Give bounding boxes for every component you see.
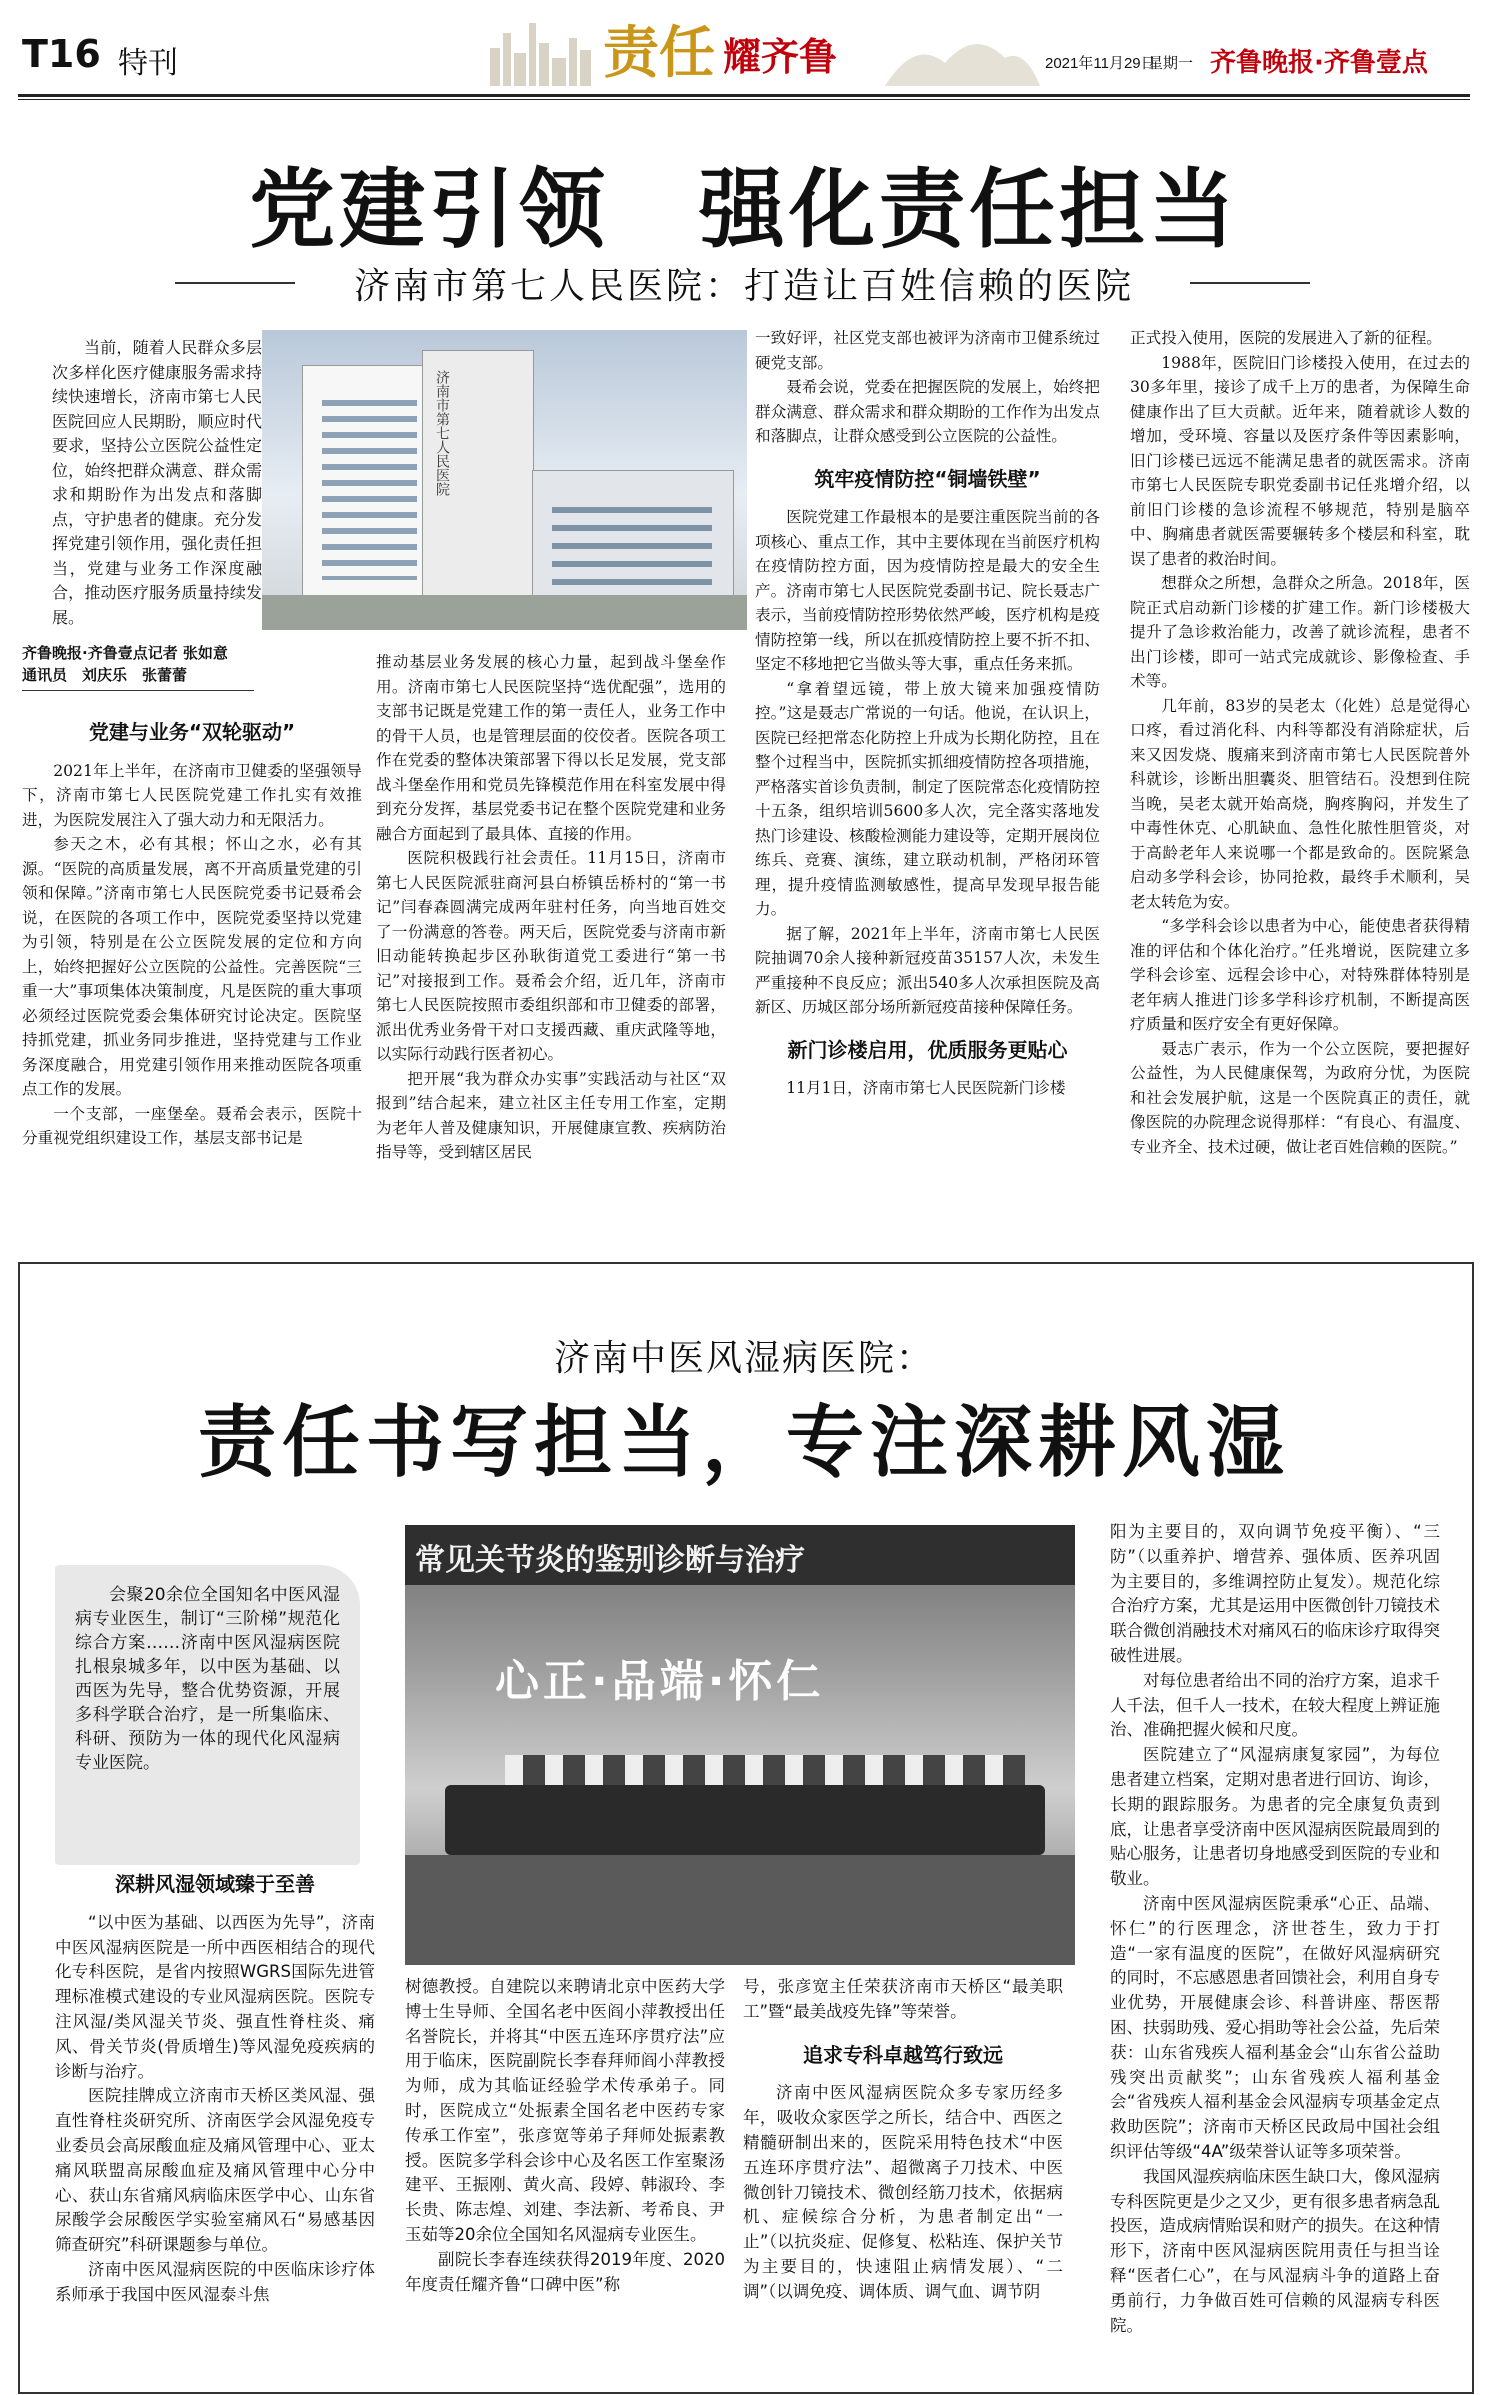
paragraph: “拿着望远镜，带上放大镜来加强疫情防控。”这是聂志广常说的一句话。他说，在认识上，医院已经把常态化防控上升成为长期化防控，且在整个过程当中，医院抓实抓细疫情防控各项措施，严格落实首诊负责制，制定了医院常态化疫情防控十五条，组织培训5600多人次，完全落实落地发热门诊建设、核酸检测能力建设等，定期开展岗位练兵、竞赛、演练，建立联动机制，严格闭环管理，提升疫情监测敏感性，提高早发现早报告能力。 — [755, 679, 1100, 918]
paragraph: 医院党建工作最根本的是要注重医院当前的各项核心、重点工作，其中主要体现在当前医疗机构在疫情防控方面，因为疫情防控是最大的安全生产。济南市第七人民医院党委副书记、院长聂志广表示，当前疫情防控形势依然严峻，医疗机构是疫情防控第一线，所以在抓疫情防控上要不折不扣、坚定不移地把它当做头等大事，重点任务来抓。 — [755, 508, 1100, 673]
byline-rule — [22, 690, 254, 691]
section-heading-3: 新门诊楼启用，优质服务更贴心 — [787, 1037, 1068, 1062]
paragraph: 一致好评，社区党支部也被评为济南市卫健系统过硬党支部。 — [755, 329, 1100, 372]
newspaper-brand: 齐鲁晚报·齐鲁壹点 — [1210, 48, 1428, 78]
photo-wall-slogan: 心正·品端·怀仁 — [495, 1656, 825, 1707]
article1-column-1 — [22, 702, 362, 1151]
paragraph: 把开展“我为群众办实事”实践活动与社区“双报到”结合起来，建立社区主任专用工作室，定期为老年人普及健康知识，开展健康宣教、疾病防治指导等，受到辖区居民 — [376, 1069, 726, 1161]
article1-subtitle: 济南市第七人民医院：打造让百姓信赖的医院 — [353, 266, 1134, 307]
article1-intro: 当前，随着人民群众多层次多样化医疗健康服务需求持续快速增长，济南市第七人民医院回应人民期盼，顺应时代要求，坚持公立医院公益性定位，始终把群众满意、群众需求和期盼作为出发点和落脚点，守护患者的健康。充分发挥党建引领作用，强化责任担当，党建与业务工作深度融合，推动医疗服务质量持续发展。 — [52, 338, 262, 627]
paragraph: 11月1日，济南市第七人民医院新门诊楼 — [786, 1079, 1066, 1097]
paragraph: 副院长李春连续获得2019年度、2020年度责任耀齐鲁“口碑中医”称 — [405, 2249, 725, 2294]
paragraph: 聂希会说，党委在把握医院的发展上，始终把群众满意、群众需求和群众期盼的工作作为出发点和落脚点，让群众感受到公立医院的公益性。 — [755, 378, 1100, 445]
article2-column-1 — [55, 1872, 375, 2308]
article1-headline: 党建引领 强化责任担当 — [249, 160, 1239, 260]
article1-column-3 — [755, 326, 1100, 1101]
article2-intro: 会聚20余位全国知名中医风湿病专业医生，制订“三阶梯”规范化综合方案……济南中医风湿病医院扎根泉城多年，以中医为基础、以西医为先导，整合优势资源，开展多科学联合治疗，是一所集临床、科研、预防为一体的现代化风湿病专业医院。 — [55, 1565, 360, 1865]
city-skyline-graphic — [485, 8, 1045, 90]
paragraph: 医院挂牌成立济南市天桥区类风湿、强直性脊柱炎研究所、济南医学会风湿免疫专业委员会高尿酸血症及痛风管理中心、亚太痛风联盟高尿酸血症及痛风管理中心分中心、获山东省痛风病临床医学中心、山东省尿酸学会尿酸医学实验室痛风石“易感基因筛查研究”科研课题参与单位。 — [55, 2086, 375, 2255]
seminar-photo — [405, 1525, 1075, 1965]
article2-column-4 — [1110, 1520, 1440, 2338]
section-heading-2: 追求专科卓越笃行致远 — [803, 2042, 1003, 2067]
section-heading-1: 党建与业务“双轮驱动” — [88, 720, 296, 744]
paragraph: 对每位患者给出不同的治疗方案，追求千人千法，但千人一技术，在较大程度上辨证施治、准确把握火候和尺度。 — [1110, 1670, 1440, 1740]
paragraph: 1988年，医院旧门诊楼投入使用，在过去的30多年里，接诊了成千上万的患者，为保障生命健康作出了巨大贡献。近年来，随着就诊人数的增加，受环境、容量以及医疗条件等因素影响，旧门诊楼已远远不能满足患者的就医需求。济南市第七人民医院专职党委副书记任兆增介绍，以前旧门诊楼的急诊流程不够规范，特别是脑卒中、胸痛患者就医需要辗转多个楼层和科室，耽误了患者的救治时间。 — [1130, 353, 1470, 568]
article2-subtitle: 济南中医风湿病医院： — [553, 1338, 934, 1379]
section-label: 特刊 — [118, 46, 178, 81]
paragraph: 阳为主要目的，双向调节免疫平衡）、“三防”（以重养护、增营养、强体质、医养巩固为主要目的，多维调控防止复发）。规范化综合治疗方案，尤其是运用中医微创针刀镜技术联合微创消融技术对痛风石的临床诊疗取得突破性进展。 — [1110, 1522, 1440, 1665]
paragraph: 想群众之所想，急群众之所急。2018年，医院正式启动新门诊楼的扩建工作。新门诊楼极大提升了急诊救治能力，改善了就诊流程，患者不出门诊楼，即可一站式完成就诊、影像检查、手术等。 — [1130, 574, 1470, 690]
article2-column-2 — [405, 1975, 725, 2297]
paragraph: “多学科会诊以患者为中心，能使患者获得精准的评估和个体化治疗。”任兆增说，医院建立多学科会诊室、远程会诊中心，对特殊群体特别是老年病人推进门诊多学科诊疗机制，不断提高医疗质量和医疗安全有更好保障。 — [1130, 917, 1470, 1033]
paragraph: 聂志广表示，作为一个公立医院，要把握好公益性，为人民健康保驾，为政府分忧，为医院和社会发展护航，这是一个医院真正的责任，就像医院的办院理念说得那样：“有良心、有温度、专业齐全、技术过硬，做让老百姓信赖的医院。” — [1130, 1039, 1470, 1156]
paragraph: 号，张彦宽主任荣获济南市天桥区“最美职工”暨“最美战疫先锋”等荣誉。 — [743, 1977, 1063, 2021]
subtitle-rule-right — [1190, 282, 1310, 284]
paragraph: 正式投入使用，医院的发展进入了新的征程。 — [1130, 329, 1442, 347]
building-sign: 济南市第七人民医院 — [434, 370, 450, 496]
paragraph: 济南中医风湿病医院众多专家历经多年，吸收众家医学之所长，结合中、西医之精髓研制出来的，医院采用特色技术“中医五连环序贯疗法”、超微离子刀技术、中医微创针刀镜技术、微创经筋刀技术，依据病机、症候综合分析，为患者制定出“一止”（以抗炎症、促修复、松粘连、保护关节为主要目的，快速阻止病情发展）、“二调”（以调免疫、调体质、调气血、调节阴 — [743, 2083, 1063, 2301]
banner-title-b: 耀齐鲁 — [723, 35, 838, 79]
paragraph: 医院积极践行社会责任。11月15日，济南市第七人民医院派驻商河县白桥镇岳桥村的“第一书记”闫春森圆满完成两年驻村任务，向当地百姓交了一份满意的答卷。两天后，医院党委与济南市新旧动能转换起步区孙耿街道党工委进行“第一书记”对接报到工作。聂希会介绍，近几年，济南市第七人民医院按照市委组织部和市卫健委的部署，派出优秀业务骨干对口支援西藏、重庆武隆等地，以实际行动践行医者初心。 — [376, 849, 726, 1063]
issue-weekday: 星期一 — [1148, 54, 1194, 72]
photo-banner-text: 常见关节炎的鉴别诊断与治疗 — [415, 1543, 805, 1578]
issue-date: 2021年11月29日 — [1045, 55, 1156, 72]
paragraph: 一个支部，一座堡垒。聂希会表示，医院十分重视党组织建设工作，基层支部书记是 — [22, 1104, 362, 1147]
header-rule — [18, 94, 1470, 97]
header-rule-thin — [18, 99, 1470, 100]
section-heading-2: 筑牢疫情防控“铜墙铁壁” — [814, 466, 1041, 491]
hospital-building-photo — [262, 330, 747, 630]
paragraph: 推动基层业务发展的核心力量，起到战斗堡垒作用。济南市第七人民医院坚持“选优配强”，选用的支部书记既是党建工作的第一责任人，业务工作中的骨干人员，也是管理层面的佼佼者。医院各项工作在党委的整体决策部署下得以长足发展，党支部战斗堡垒作用和党员先锋模范作用在科室发展中得到充分发挥，基层党委书记在整个医院党建和业务融合方面起到了最具体、直接的作用。 — [376, 653, 726, 843]
paragraph: 据了解，2021年上半年，济南市第七人民医院抽调70余人接种新冠疫苗35157人次，未发生严重接种不良反应；派出540多人次承担医院及高新区、历城区部分场所新冠疫苗接种保障任务。 — [755, 924, 1100, 1016]
banner-title-a: 责任 — [603, 20, 715, 86]
paragraph: 济南中医风湿病医院的中医临床诊疗体系师承于我国中医风湿泰斗焦 — [55, 2259, 375, 2304]
banner-logo — [485, 8, 1045, 90]
paragraph: 几年前，83岁的吴老太（化姓）总是觉得心口疼，看过消化科、内科等都没有消除症状，后来又因发烧、腹痛来到济南市第七人民医院普外科就诊，诊断出胆囊炎、胆管结石。没想到住院当晚，吴老太就开始高烧，胸疼胸闷，并发生了中毒性休克、心肌缺血、急性化脓性胆管炎，对于高龄老年人来说哪一个都是致命的。医院紧急启动多学科会诊，协同抢救，最终手术顺利，吴老太转危为安。 — [1130, 696, 1470, 911]
article2-headline: 责任书写担当，专注深耕风湿 — [197, 1397, 1290, 1488]
byline-correspondent: 通讯员 刘庆乐 张蕾蕾 — [22, 666, 188, 684]
paragraph: 参天之木，必有其根；怀山之水，必有其源。“医院的高质量发展，离不开高质量党建的引领和保障。”济南市第七人民医院党委书记聂希会说，在医院的各项工作中，医院党委坚持以党建为引领，特别是在公立医院发展的定位和方向上，始终把握好公立医院的公益性。完善医院“三重一大”事项集体决策制度，凡是医院的重大事项必须经过医院党委会集体研究讨论决定。医院坚持抓党建，抓业务同步推进，坚持党建与工作业务深度融合，用党建引领作用来推动医院各项重点工作的发展。 — [22, 835, 362, 1098]
paragraph: 2021年上半年，在济南市卫健委的坚强领导下，济南市第七人民医院党建工作扎实有效推进，为医院发展注入了强大动力和无限活力。 — [22, 761, 362, 829]
section-heading-1: 深耕风湿领域臻于至善 — [115, 1872, 315, 1896]
paragraph: 我国风湿疾病临床医生缺口大，像风湿病专科医院更是少之又少，更有很多患者病急乱投医，造成病情贻误和财产的损失。在这种情形下，济南中医风湿病医院用责任与担当诠释“医者仁心”，在与风湿病斗争的道路上奋勇前行，力争做百姓可信赖的风湿病专科医院。 — [1110, 2166, 1440, 2335]
article1-column-2 — [376, 650, 726, 1165]
paragraph: 树德教授。自建院以来聘请北京中医药大学博士生导师、全国名老中医阎小萍教授出任名誉院长，并将其“中医五连环序贯疗法”应用于临床，医院副院长李春拜师阎小萍教授为师，成为其临证经验学术传承弟子。同时，医院成立“处振素全国名老中医药专家传承工作室”，张彦宽等弟子拜师处振素教授。医院多学科会诊中心及名医工作室聚汤建平、王振刚、黄火高、段婷、韩淑玲、李长贵、陈志煌、刘建、李法新、考希良、尹玉茹等20余位全国知名风湿病专业医生。 — [405, 1977, 725, 2244]
article1-column-4 — [1130, 326, 1470, 1159]
page-number: T16 — [22, 32, 101, 76]
byline-reporter: 齐鲁晚报·齐鲁壹点记者 张如意 — [22, 644, 228, 662]
article2-column-3 — [743, 1975, 1063, 2305]
paragraph: 医院建立了“风湿病康复家园”，为每位患者建立档案，定期对患者进行回访、询诊，长期的跟踪服务。为患者的完全康复负责到底，让患者享受济南中医风湿病医院最周到的贴心服务，让患者切身地感受到医院的专业和敬业。 — [1110, 1745, 1440, 1889]
paragraph: 济南中医风湿病医院秉承“心正、品端、怀仁”的行医理念，济世苍生，致力于打造“一家有温度的医院”，在做好风湿病研究的同时，不忘感恩患者回馈社会，利用自身专业优势，开展健康会诊、科普讲座、帮医帮困、扶弱助残、爱心捐助等社会公益，先后荣获：山东省残疾人福利基金会“山东省公益助残突出贡献奖”；山东省残疾人福利基金会“省残疾人福利基金会风湿病专项基金定点救助医院”；济南市天桥区民政局中国社会组织评估等级“4A”级荣誉认证等多项荣誉。 — [1110, 1893, 1440, 2161]
paragraph: “以中医为基础、以西医为先导”，济南中医风湿病医院是一所中西医相结合的现代化专科医院，是省内按照WGRS国际先进管理标准模式建设的专业风湿病医院。医院专注风湿/类风湿关节炎、强直性脊柱炎、痛风、骨关节炎(骨质增生)等风湿免疫疾病的诊断与治疗。 — [55, 1912, 375, 2081]
